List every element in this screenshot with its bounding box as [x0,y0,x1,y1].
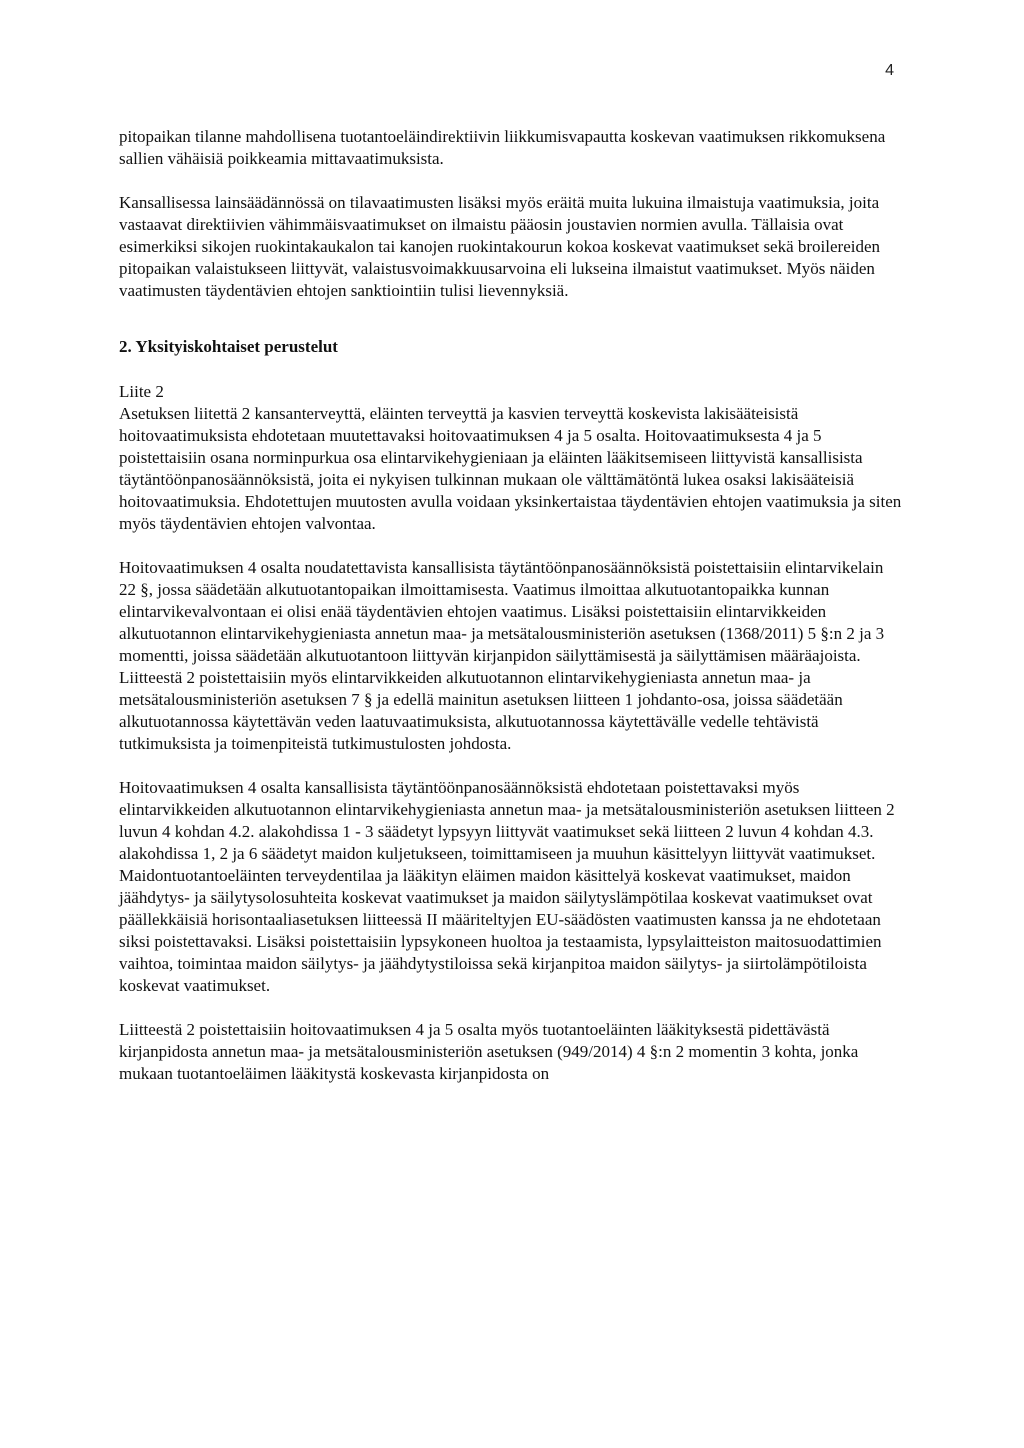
paragraph-3: Asetuksen liitettä 2 kansanterveyttä, eläinten terveyttä ja kasvien terveyttä koskevista lakisääteisistä hoitovaatimuksista ehdotetaan muutettavaksi hoitovaatimuksen 4 ja 5 osalta. Hoitovaatimuksesta 4 ja 5 poistettaisiin osana norminpurkua osa elintarvikehygieniaan ja eläinten lääkitsemiseen liittyvistä kansallisista täytäntöönpanosäännöksistä, joita ei nykyisen tulkinnan mukaan ole välttämätöntä lukea osaksi lakisääteisiä hoitovaatimuksia. Ehdotettujen muutosten avulla voidaan yksinkertaistaa täydentävien ehtojen vaatimuksia ja siten myös täydentävien ehtojen valvontaa. [119,404,902,533]
document-body [119,126,904,1107]
section-heading: 2. Yksityiskohtaiset perustelut [119,337,338,356]
paragraph-4: Hoitovaatimuksen 4 osalta noudatettavista kansallisista täytäntöönpanosäännöksistä poistettaisiin elintarvikelain 22 §, jossa säädetään alkutuotantopaikan ilmoittamisesta. Vaatimus ilmoittaa alkutuotantopaikka kunnan elintarvikevalvontaan ei olisi enää täydentävien ehtojen vaatimus. Lisäksi poistettaisiin elintarvikkeiden alkutuotannon elintarvikehygieniasta annetun maa- ja metsätalousministeriön asetuksen (1368/2011) 5 §:n 2 ja 3 momentti, joissa säädetään alkutuotantoon liittyvän kirjanpidon säilyttämisestä ja säilyttämisen määräajoista. Liitteestä 2 poistettaisiin myös elintarvikkeiden alkutuotannon elintarvikehygieniasta annetun maa- ja metsätalousministeriön asetuksen 7 § ja edellä mainitun asetuksen liitteen 1 johdanto-osa, joissa säädetään alkutuotannossa käytettävän veden laatuvaatimuksista, alkutuotannossa käytettävälle vedelle tehtävistä tutkimuksista ja toimenpiteistä tutkimustulosten johdosta. [119,558,885,753]
paragraph-5: Hoitovaatimuksen 4 osalta kansallisista täytäntöönpanosäännöksistä ehdotetaan poistettavaksi myös elintarvikkeiden alkutuotannon elintarvikehygieniasta annetun maa- ja metsätalousministeriön asetuksen liitteen 2 luvun 4 kohdan 4.2. alakohdissa 1 - 3 säädetyt lypsyyn liittyvät vaatimukset sekä liitteen 2 luvun 4 kohdan 4.3. alakohdissa 1, 2 ja 6 säädetyt maidon kuljetukseen, toimittamiseen ja muuhun käsittelyyn liittyvät vaatimukset. Maidontuotantoeläinten terveydentilaa ja lääkityn eläimen maidon käsittelyä koskevat vaatimukset, maidon jäähdytys- ja säilytysolosuhteita koskevat vaatimukset ja maidon säilytyslämpötilaa koskevat vaatimukset ovat päällekkäisiä horisontaaliasetuksen liitteessä II määriteltyjen EU-säädösten vaatimusten kanssa ja ne ehdotetaan siksi poistettavaksi. Lisäksi poistettaisiin lypsykoneen huoltoa ja testaamista, lypsylaitteiston maitosuodattimien vaihtoa, toimintaa maidon säilytys- ja jäähdytystiloissa sekä kirjanpitoa maidon säilytys- ja siirtolämpötiloista koskevat vaatimukset. [119,778,895,995]
annex-label: Liite 2 [119,382,164,401]
paragraph-1: pitopaikan tilanne mahdollisena tuotantoeläindirektiivin liikkumisvapautta koskevan vaatimuksen rikkomuksena sallien vähäisiä poikkeamia mittavaatimuksista. [119,127,886,168]
page-number: 4 [885,62,894,79]
paragraph-2: Kansallisessa lainsäädännössä on tilavaatimusten lisäksi myös eräitä muita lukuina ilmaistuja vaatimuksia, joita vastaavat direktiivien vähimmäisvaatimukset on ilmaistu pääosin joustavien normien avulla. Tällaisia ovat esimerkiksi sikojen ruokintakaukalon tai kanojen ruokintakourun kokoa koskevat vaatimukset sekä broilereiden pitopaikan valaistukseen liittyvät, valaistusvoimakkuusarvoina eli lukseina ilmaistut vaatimukset. Myös näiden vaatimusten täydentävien ehtojen sanktiointiin tulisi lievennyksiä. [119,193,881,300]
paragraph-6: Liitteestä 2 poistettaisiin hoitovaatimuksen 4 ja 5 osalta myös tuotantoeläinten lääkityksestä pidettävästä kirjanpidosta annetun maa- ja metsätalousministeriön asetuksen (949/2014) 4 §:n 2 momentin 3 kohta, jonka mukaan tuotantoeläimen lääkitystä koskevasta kirjanpidosta on [119,1020,859,1083]
